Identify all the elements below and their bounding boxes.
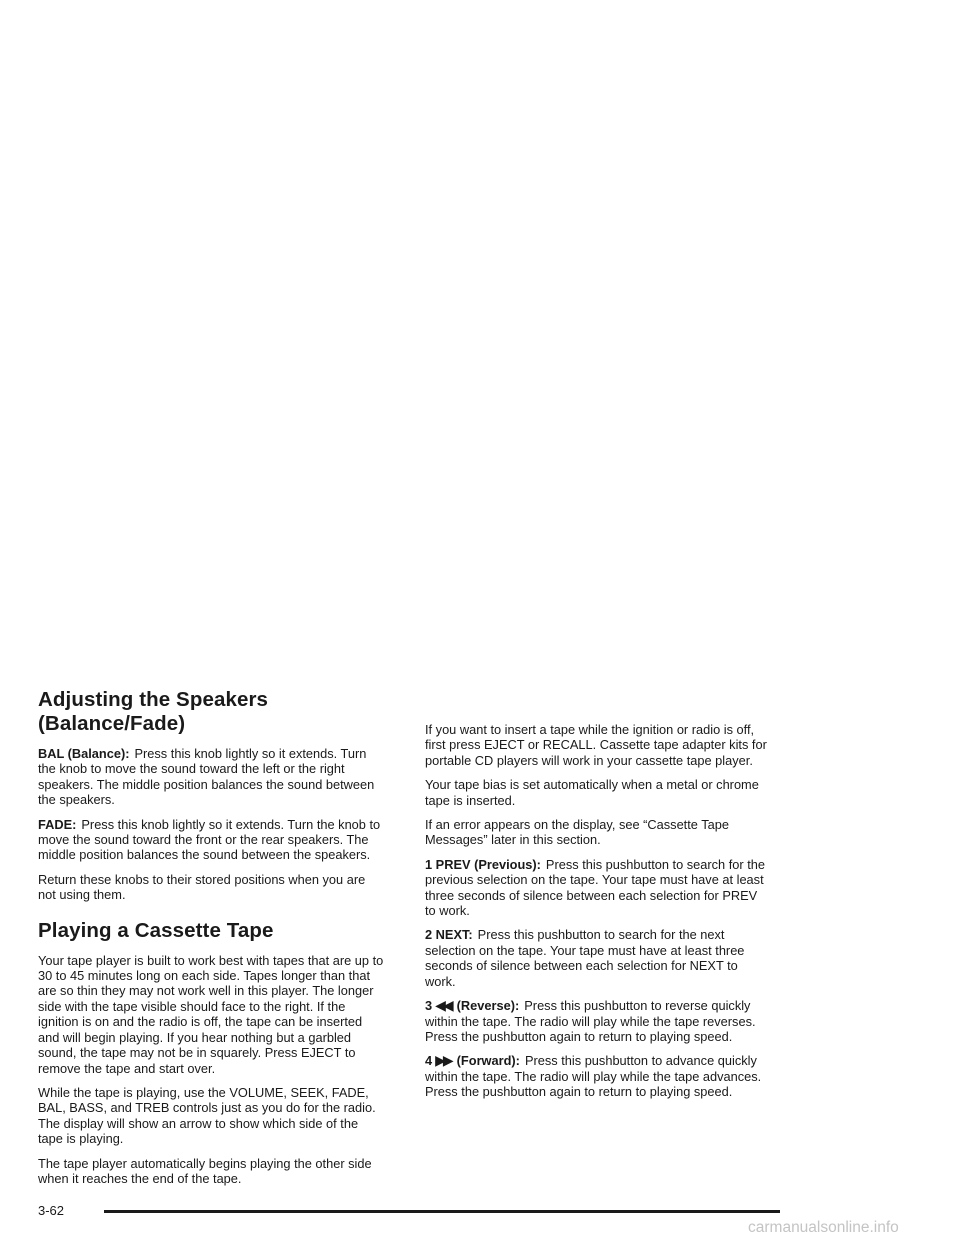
bal-term: BAL (Balance): xyxy=(38,746,130,761)
forward-number: 4 xyxy=(425,1053,433,1069)
tape-paragraph-2: While the tape is playing, use the VOLUME, SEEK, FADE, BAL, BASS, and TREB controls just as you do for the radio. The display will show an arrow to show which side of the tape is playing. xyxy=(38,1084,376,1147)
prev-text: Press this pushbutton to search for the previous selection on the tape. Your tape must have at least three seconds of silence between each selection for PREV to work. xyxy=(425,856,766,919)
watermark: carmanualsonline.info xyxy=(748,1219,899,1236)
bal-paragraph xyxy=(38,746,386,808)
prev-paragraph xyxy=(425,857,770,919)
fade-paragraph xyxy=(38,817,386,863)
insert-paragraph: If you want to insert a tape while the ignition or radio is off, first press EJECT or RECALL. Cassette tape adapter kits for portable CD players will work in your cassette tape player. xyxy=(425,722,767,768)
reverse-paragraph xyxy=(425,998,770,1044)
reverse-icon: ◀◀ xyxy=(435,997,451,1014)
next-text: Press this pushbutton to search for the next selection on the tape. Your tape must have at least three seconds of silence between each selection for NEXT to work. xyxy=(425,927,745,989)
error-paragraph: If an error appears on the display, see “Cassette Tape Messages” later in this section. xyxy=(425,817,729,848)
reverse-number: 3 xyxy=(425,998,433,1014)
page-number: 3-62 xyxy=(38,1203,65,1218)
forward-term: (Forward): xyxy=(456,1053,520,1069)
forward-paragraph xyxy=(425,1053,770,1099)
prev-term: 1 PREV (Previous): xyxy=(425,856,541,872)
left-column xyxy=(38,688,386,1195)
reverse-text: Press this pushbutton to reverse quickly within the tape. The radio will play while the tape reverses. Press the pushbutton again to return to playing speed. xyxy=(425,998,756,1044)
forward-icon: ▶▶ xyxy=(435,1052,451,1069)
section-heading-cassette: Playing a Cassette Tape xyxy=(38,918,274,942)
forward-text: Press this pushbutton to advance quickly within the tape. The radio will play while the tape advances. Press the pushbutton again to return to playing speed. xyxy=(425,1053,762,1100)
right-column xyxy=(425,722,770,1109)
footer-divider xyxy=(104,1210,780,1213)
return-paragraph: Return these knobs to their stored positions when you are not using them. xyxy=(38,871,366,903)
fade-term: FADE: xyxy=(38,816,77,832)
next-paragraph xyxy=(425,927,770,989)
fade-text: Press this knob lightly so it extends. Turn the knob to move the sound toward the front or the rear speakers. The middle position balances the sound between the speakers. xyxy=(38,816,381,863)
bal-text: Press this knob lightly so it extends. Turn the knob to move the sound toward the left or the right speakers. The middle position balances the sound between the speakers. xyxy=(38,746,375,808)
tape-paragraph-1: Your tape player is built to work best with tapes that are up to 30 to 45 minutes long on each side. Tapes longer than that are so thin they may not work well in this player. The longer side with the tape visible should face to the right. If the ignition is on and the radio is off, the tape can be inserted and will begin playing. If you hear nothing but a garbled sound, the tape may not be in squarely. Press EJECT to remove the tape and start over. xyxy=(38,952,384,1076)
reverse-term: (Reverse): xyxy=(456,998,520,1014)
next-term: 2 NEXT: xyxy=(425,927,473,943)
section-heading-speakers: Adjusting the Speakers (Balance/Fade) xyxy=(38,688,269,735)
tape-paragraph-3: The tape player automatically begins playing the other side when it reaches the end of the tape. xyxy=(38,1155,372,1186)
bias-paragraph: Your tape bias is set automatically when a metal or chrome tape is inserted. xyxy=(425,777,759,808)
